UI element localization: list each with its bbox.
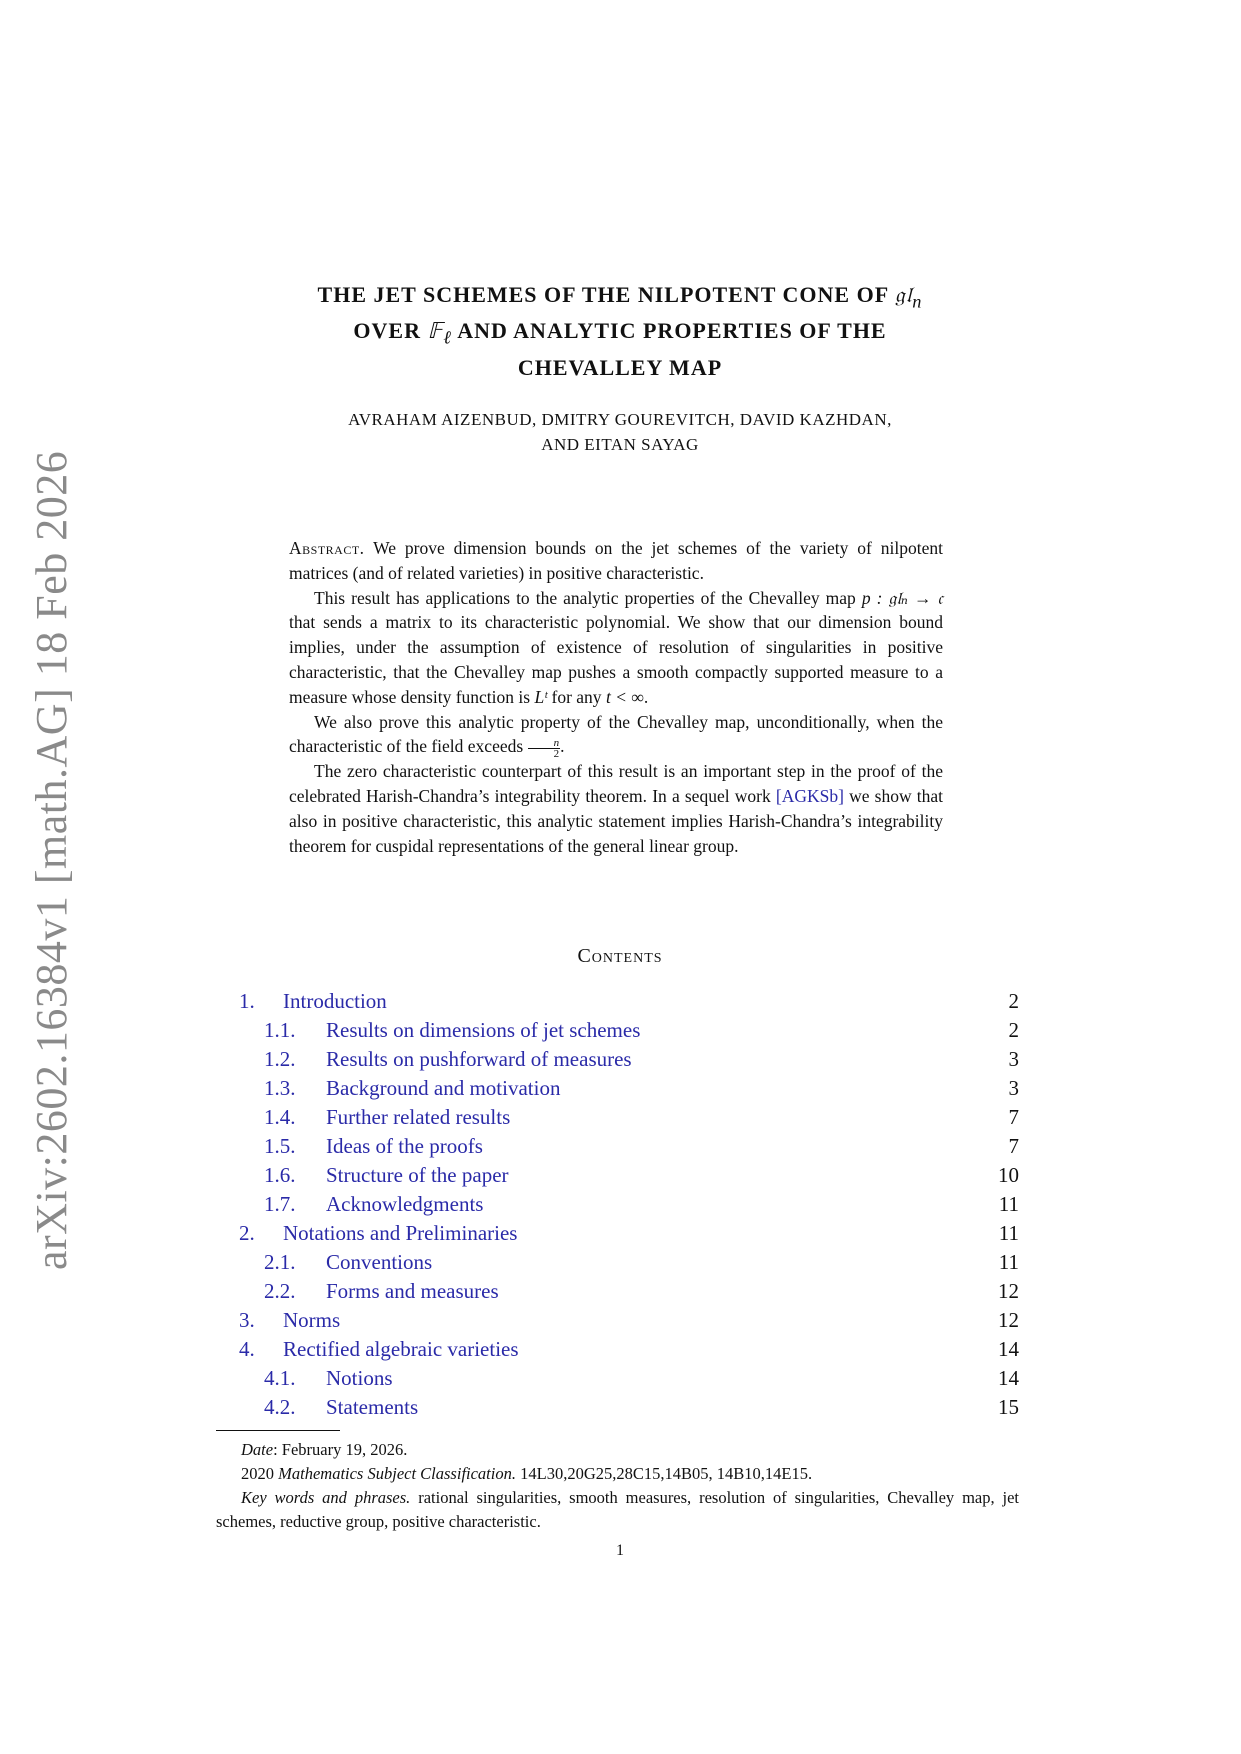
arxiv-identifier-stamp: arXiv:2602.16384v1 [math.AG] 18 Feb 2026 bbox=[27, 450, 76, 1270]
abstract-paragraph-4: The zero characteristic counterpart of this result is an important step in the proof of the celebrated Harish-Chandra’s integrability theorem. In a sequel work [AGKSb] we show that also in positive characteristic, this analytic statement implies Harish-Chandra’s integrability theorem for cuspidal representations of the general linear group. bbox=[289, 761, 944, 856]
abstract-paragraph-2: This result has applications to the analytic properties of the Chevalley map p : 𝔤𝔩ₙ → 𝔠 that sends a matrix to its characteristic polynomial. We show that our dimension bound implies, under the assumption of existence of resolution of singularities in positive characteristic, that the Chevalley map pushes a smooth compactly supported measure to a measure whose density function is Lᵗ for any t < ∞. bbox=[289, 587, 944, 707]
author-list bbox=[200, 407, 1040, 457]
page-number: 1 bbox=[616, 1542, 624, 1559]
authors-line-1: AVRAHAM AIZENBUD, DMITRY GOUREVITCH, DAVID KAZHDAN, bbox=[348, 410, 892, 429]
paper-title bbox=[200, 280, 1040, 382]
title-line-2: OVER 𝔽$_\ell$ AND ANALYTIC PROPERTIES OF THE bbox=[353, 318, 887, 348]
citation-link-agksb[interactable]: [AGKSb] bbox=[775, 785, 844, 806]
toc-entry-statements[interactable]: 4.2. Statements 15 bbox=[264, 1395, 1019, 1419]
authors-line-2: AND EITAN SAYAG bbox=[541, 435, 699, 454]
footnote-msc: 2020 Mathematics Subject Classification. 14L30,20G25,28C15,14B05, 14B10,14E15. bbox=[241, 1464, 813, 1483]
table-of-contents bbox=[239, 987, 1019, 1422]
title-line-1: THE JET SCHEMES OF THE NILPOTENT CONE OF 𝔤𝔩$_n$ bbox=[317, 282, 923, 312]
toc-entry-results-dimensions[interactable]: 1.1. Results on dimensions of jet schemes 2 bbox=[264, 1018, 1019, 1042]
title-gl-symbol: 𝔤𝔩$_n$ bbox=[894, 282, 923, 312]
toc-entry-notions[interactable]: 4.1. Notions 14 bbox=[264, 1366, 1019, 1390]
toc-entry-conventions[interactable]: 2.1. Conventions 11 bbox=[264, 1250, 1019, 1274]
toc-entry-results-pushforward[interactable]: 1.2. Results on pushforward of measures 3 bbox=[264, 1047, 1019, 1071]
toc-entry-introduction[interactable]: 1. Introduction 2 bbox=[239, 989, 1019, 1013]
contents-heading: Contents bbox=[577, 945, 663, 967]
toc-entry-further-results[interactable]: 1.4. Further related results 7 bbox=[264, 1105, 1019, 1129]
footnote-keywords: Key words and phrases. rational singularities, smooth measures, resolution of singularities, Chevalley map, jet schemes, reductive group, positive characteristic. bbox=[216, 1488, 1019, 1531]
toc-entry-rectified-varieties[interactable]: 4. Rectified algebraic varieties 14 bbox=[239, 1337, 1019, 1361]
toc-entry-structure[interactable]: 1.6. Structure of the paper 10 bbox=[264, 1163, 1019, 1187]
title-field-symbol: 𝔽$_\ell$ bbox=[427, 318, 452, 348]
title-line-3: CHEVALLEY MAP bbox=[517, 354, 723, 380]
abstract-paragraph-3: We also prove this analytic property of the Chevalley map, unconditionally, when the characteristic of the field exceeds $\frac{n}{2}$ . bbox=[289, 711, 943, 760]
footnote-date: Date: February 19, 2026. bbox=[241, 1440, 408, 1459]
toc-entry-norms[interactable]: 3. Norms 12 bbox=[239, 1308, 1019, 1332]
footnotes bbox=[216, 1438, 1019, 1534]
abstract bbox=[289, 536, 943, 858]
toc-entry-notations[interactable]: 2. Notations and Preliminaries 11 bbox=[239, 1221, 1019, 1245]
abstract-paragraph-1: Abstract. We prove dimension bounds on the jet schemes of the variety of nilpotent matrices (and of related varieties) in positive characteristic. bbox=[289, 538, 943, 583]
toc-entry-background[interactable]: 1.3. Background and motivation 3 bbox=[264, 1076, 1019, 1100]
toc-entry-acknowledgments[interactable]: 1.7. Acknowledgments 11 bbox=[264, 1192, 1019, 1216]
toc-entry-forms-measures[interactable]: 2.2. Forms and measures 12 bbox=[264, 1279, 1019, 1303]
abstract-heading: Abstract. bbox=[289, 538, 365, 558]
n-over-2-fraction: $\frac{n}{2}$ bbox=[528, 738, 561, 759]
footnote-divider bbox=[216, 1430, 340, 1431]
toc-entry-ideas-proofs[interactable]: 1.5. Ideas of the proofs 7 bbox=[264, 1134, 1019, 1158]
chevalley-map-formula: p : 𝔤𝔩ₙ → 𝔠 bbox=[861, 587, 944, 608]
